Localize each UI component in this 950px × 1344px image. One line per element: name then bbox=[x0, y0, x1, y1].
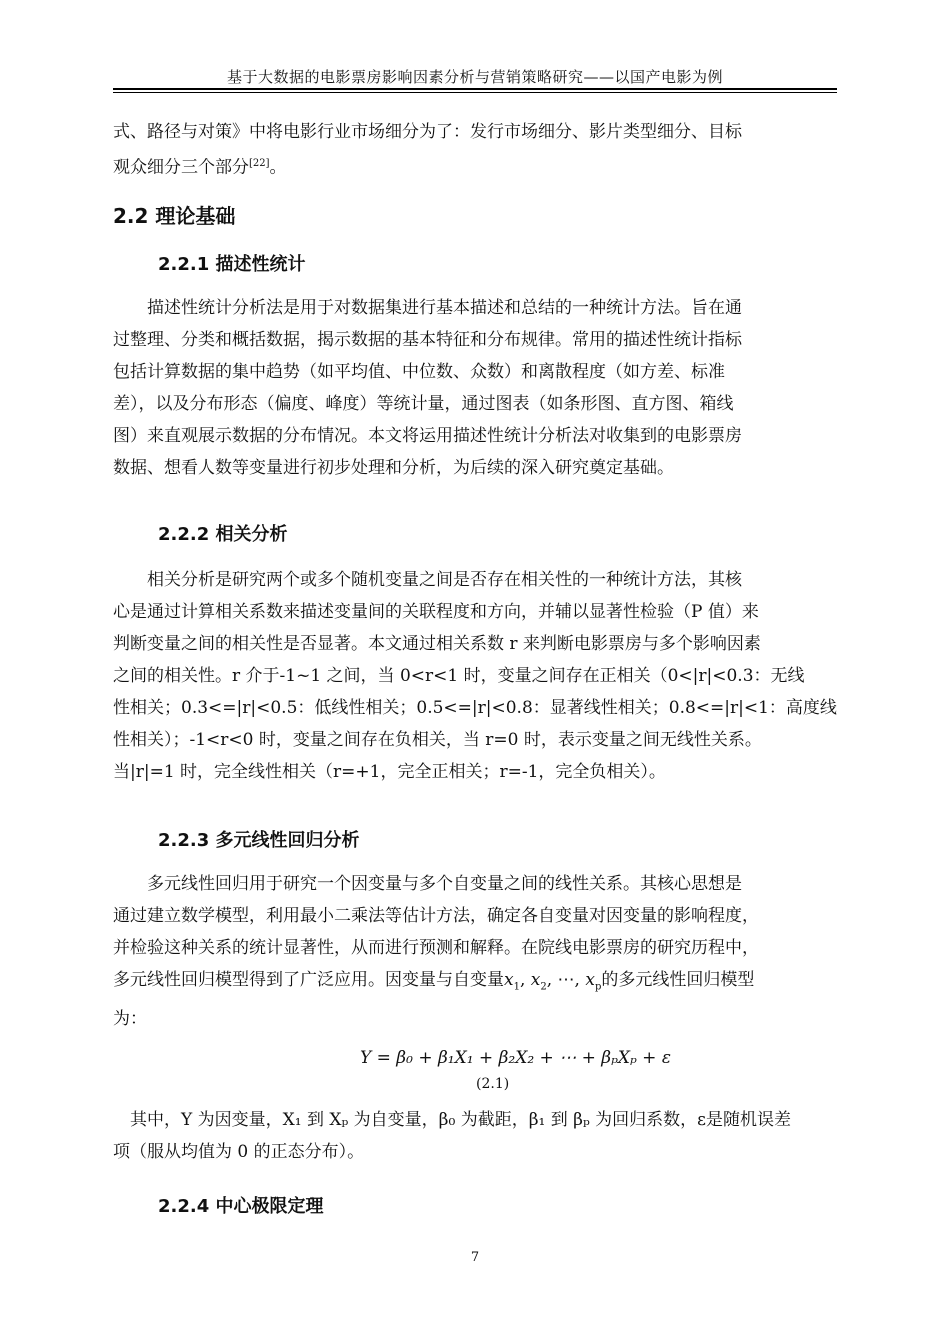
paragraph-line: 图）来直观展示数据的分布情况。本文将运用描述性统计分析法对收集到的电影票房 bbox=[113, 426, 742, 446]
paragraph-line: 其中，Y 为因变量，X₁ 到 Xₚ 为自变量，β₀ 为截距，β₁ 到 βₚ 为回归系数，ε是随机误差 bbox=[130, 1110, 791, 1130]
paragraph-line: 并检验这种关系的统计显著性，从而进行预测和解释。在院线电影票房的研究历程中， bbox=[113, 938, 759, 958]
subsection-heading-2-2-4: 2.2.4 中心极限定理 bbox=[158, 1196, 324, 1217]
intro-paragraph bbox=[113, 116, 837, 184]
paragraph-line: 包括计算数据的集中趋势（如平均值、中位数、众数）和离散程度（如方差、标准 bbox=[113, 362, 725, 382]
paragraph-line: 多元线性回归模型得到了广泛应用。因变量与自变量$x_1$, $x_2$, ⋯, $x_p$的多元线性回归模型 bbox=[113, 970, 755, 993]
intro-line-1: 式、路径与对策》中将电影行业市场细分为了：发行市场细分、影片类型细分、目标 bbox=[113, 122, 742, 142]
paragraph-line: 心是通过计算相关系数来描述变量间的关联程度和方向，并辅以显著性检验（P 值）来 bbox=[113, 602, 759, 622]
paragraph-line: 描述性统计分析法是用于对数据集进行基本描述和总结的一种统计方法。旨在通 bbox=[147, 298, 742, 318]
paragraph-line: 差），以及分布形态（偏度、峰度）等统计量，通过图表（如条形图、直方图、箱线 bbox=[113, 394, 734, 414]
intro-line-2: 观众细分三个部分[22]。 bbox=[113, 157, 287, 178]
regression-formula: Y = β₀ + β₁X₁ + β₂X₂ + ⋯ + βₚXₚ + ε bbox=[360, 1048, 671, 1068]
descriptive-stats-paragraph bbox=[113, 292, 837, 484]
formula-explanation bbox=[113, 1104, 837, 1168]
paragraph-line: 为： bbox=[113, 1009, 147, 1030]
section-heading: 2.2 理论基础 bbox=[113, 204, 236, 228]
paragraph-line: 判断变量之间的相关性是否显著。本文通过相关系数 r 来判断电影票房与多个影响因素 bbox=[113, 634, 761, 654]
paragraph-line: 多元线性回归用于研究一个因变量与多个自变量之间的线性关系。其核心思想是 bbox=[147, 874, 742, 894]
paragraph-line: 性相关；0.3<=|r|<0.5：低线性相关；0.5<=|r|<0.8：显著线性相关；0.8<=|r|<1：高度线 bbox=[113, 698, 837, 718]
paragraph-line: 相关分析是研究两个或多个随机变量之间是否存在相关性的一种统计方法，其核 bbox=[147, 570, 742, 590]
equation-number: (2.1) bbox=[476, 1076, 510, 1092]
header-rule-thick bbox=[113, 88, 837, 90]
paragraph-line: 之间的相关性。r 介于-1~1 之间，当 0<r<1 时，变量之间存在正相关（0<|r|<0.3：无线 bbox=[113, 666, 805, 686]
subsection-heading-2-2-1: 2.2.1 描述性统计 bbox=[158, 254, 306, 275]
page-number: 7 bbox=[470, 1250, 480, 1265]
correlation-paragraph bbox=[113, 564, 837, 788]
paragraph-line: 数据、想看人数等变量进行初步处理和分析，为后续的深入研究奠定基础。 bbox=[113, 458, 674, 478]
paragraph-line: 通过建立数学模型，利用最小二乘法等估计方法，确定各自变量对因变量的影响程度， bbox=[113, 906, 759, 926]
running-header: 基于大数据的电影票房影响因素分析与营销策略研究——以国产电影为例 bbox=[226, 68, 723, 86]
header-rule-thin bbox=[113, 92, 837, 93]
paragraph-line: 项（服从均值为 0 的正态分布）。 bbox=[113, 1142, 365, 1162]
paragraph-line: 当|r|=1 时，完全线性相关（r=+1，完全正相关；r=-1，完全负相关）。 bbox=[113, 762, 666, 782]
subsection-heading-2-2-3: 2.2.3 多元线性回归分析 bbox=[158, 830, 360, 851]
regression-paragraph bbox=[113, 868, 837, 1035]
paragraph-line: 性相关）；-1<r<0 时，变量之间存在负相关，当 r=0 时，表示变量之间无线性关系。 bbox=[113, 730, 762, 750]
paragraph-line: 过整理、分类和概括数据，揭示数据的基本特征和分布规律。常用的描述性统计指标 bbox=[113, 330, 742, 350]
citation-ref: [22] bbox=[249, 158, 270, 169]
subsection-heading-2-2-2: 2.2.2 相关分析 bbox=[158, 524, 288, 545]
